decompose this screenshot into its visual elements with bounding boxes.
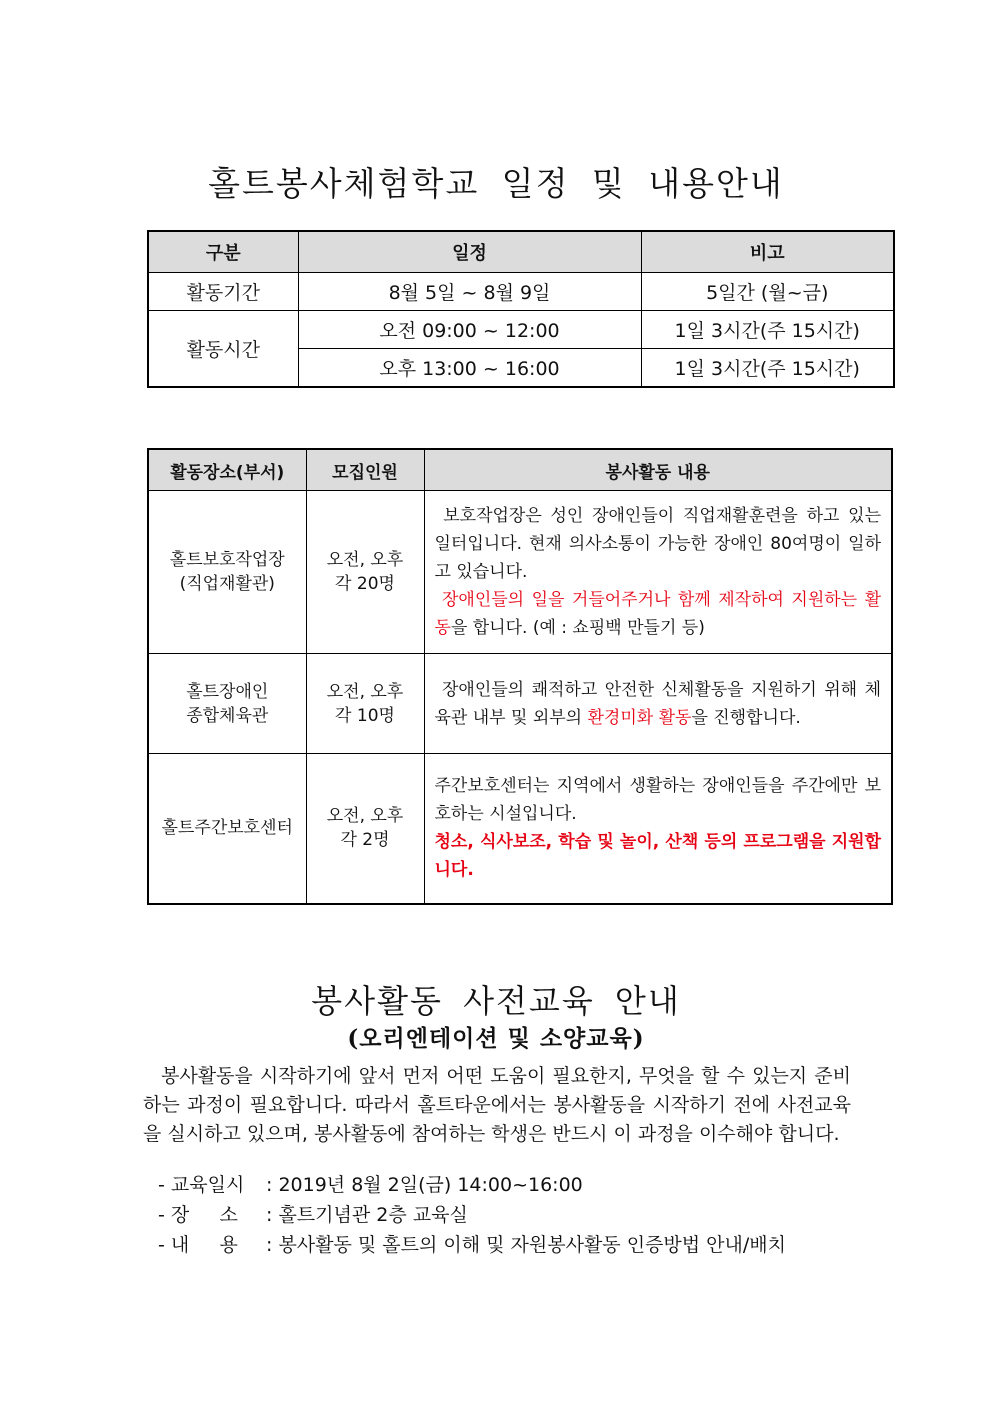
period-date: 8월 5일 ~ 8월 9일	[298, 273, 641, 311]
place-cell	[148, 491, 306, 654]
people-line: 오전, 오후	[326, 681, 404, 702]
header-schedule: 일정	[298, 231, 641, 273]
table-header-row	[148, 449, 892, 491]
am-time: 오전 09:00 ~ 12:00	[298, 311, 641, 349]
am-note: 1일 3시간(주 15시간)	[641, 311, 894, 349]
detail-value: : 봉사활동 및 홀트의 이해 및 자원봉사활동 인증방법 안내/배치	[266, 1234, 786, 1256]
place-line: (직업재활관)	[179, 574, 275, 594]
content-highlight: 장애인들의 일을 거들어주거나 함께 제작하여 지원하는 활동	[434, 590, 881, 638]
detail-value: : 2019년 8월 2일(금) 14:00~16:00	[266, 1174, 583, 1196]
header-category: 구분	[148, 231, 298, 273]
detail-content	[158, 1230, 878, 1260]
page-title: 홀트봉사체험학교 일정 및 내용안내	[208, 164, 784, 203]
detail-label: - 장 소	[158, 1204, 238, 1226]
period-note: 5일간 (월~금)	[641, 273, 894, 311]
header-people: 모집인원	[306, 449, 424, 491]
pm-note: 1일 3시간(주 15시간)	[641, 349, 894, 388]
people-line: 각 2명	[340, 830, 390, 851]
detail-label: - 교육일시	[158, 1174, 245, 1196]
table-row	[148, 273, 894, 311]
people-cell	[306, 654, 424, 754]
education-paragraph: 봉사활동을 시작하기에 앞서 먼저 어떤 도움이 필요한지, 무엇을 할 수 있는지 준비하는 과정이 필요합니다. 따라서 홀트타운에서는 봉사활동을 시작하기 전에 사전교육을 실시하고 있으며, 봉사활동에 참여하는 학생은 반드시 이 과정을 이수해야 합니다.	[143, 1065, 851, 1145]
content-text: 주간보호센터는 지역에서 생활하는 장애인들을 주간에만 보호하는 시설입니다.	[434, 776, 881, 825]
people-line: 각 20명	[335, 574, 395, 594]
detail-value: : 홀트기념관 2층 교육실	[266, 1204, 468, 1226]
time-label: 활동시간	[148, 311, 298, 388]
table-row	[148, 491, 892, 654]
detail-place	[158, 1200, 878, 1230]
table-row	[148, 311, 894, 349]
header-place: 활동장소(부서)	[148, 449, 306, 491]
education-details	[158, 1170, 878, 1260]
people-line: 각 10명	[335, 705, 395, 726]
education-subtitle: (오리엔테이션 및 소양교육)	[347, 1025, 645, 1052]
header-content: 봉사활동 내용	[424, 449, 892, 491]
schedule-table	[147, 230, 895, 388]
place-cell	[148, 654, 306, 754]
content-highlight: 환경미화 활동	[587, 707, 692, 728]
activities-table	[147, 448, 893, 905]
period-label: 활동기간	[148, 273, 298, 311]
place-line: 홀트장애인	[186, 681, 269, 702]
pm-time: 오후 13:00 ~ 16:00	[298, 349, 641, 388]
header-note: 비고	[641, 231, 894, 273]
content-tail: 을 진행합니다.	[691, 707, 801, 728]
content-text: 보호작업장은 성인 장애인들이 직업재활훈련을 하고 있는 일터입니다. 현재 의사소통이 가능한 장애인 80여명이 일하고 있습니다.	[434, 506, 881, 582]
detail-date	[158, 1170, 878, 1200]
content-highlight: 청소, 식사보조, 학습 및 놀이, 산책 등의 프로그램을 지원합니다.	[434, 832, 881, 881]
table-row	[148, 754, 892, 904]
education-title: 봉사활동 사전교육 안내	[311, 982, 681, 1020]
people-line: 오전, 오후	[326, 806, 404, 827]
people-cell	[306, 491, 424, 654]
place-line: 종합체육관	[186, 705, 269, 726]
place-line: 홀트주간보호센터	[161, 818, 293, 839]
detail-label: - 내 용	[158, 1234, 238, 1256]
place-line: 홀트보호작업장	[169, 550, 285, 570]
content-cell	[424, 491, 892, 654]
content-cell	[424, 754, 892, 904]
place-cell	[148, 754, 306, 904]
content-tail: 을 합니다. (예 : 쇼핑백 만들기 등)	[450, 618, 705, 638]
content-text: 장애인들의 쾌적하고 안전한 신체활동을 지원하기 위해 체육관 내부 및 외부의	[434, 679, 881, 728]
people-cell	[306, 754, 424, 904]
table-header-row	[148, 231, 894, 273]
content-cell	[424, 654, 892, 754]
table-row	[148, 654, 892, 754]
people-line: 오전, 오후	[326, 550, 404, 570]
